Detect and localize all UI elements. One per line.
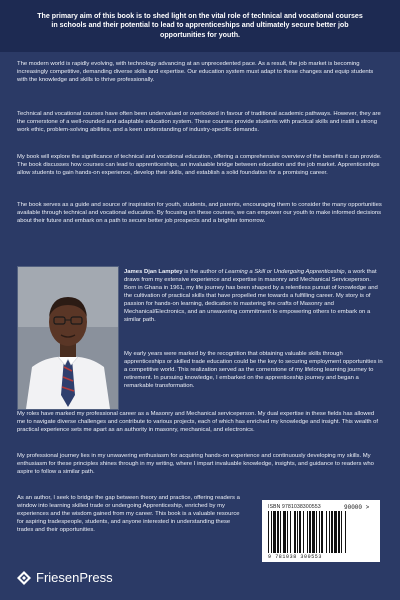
barcode-bar: [277, 511, 279, 553]
barcode-bar: [309, 511, 311, 553]
barcode-bar: [326, 511, 327, 553]
intro-paragraph-1: The modern world is rapidly evolving, with technology advancing at an unprecedented pace. As a result, the job market is becoming increasingly competitive, demanding diverse skills and expertise. Our education system must adapt to these changes and equip students with the knowledge and skills to thrive professionally.: [17, 61, 374, 83]
barcode-bar: [280, 511, 281, 553]
publisher-logo: [17, 570, 113, 585]
barcode-bar: [321, 511, 323, 553]
intro-paragraph-3: My book will explore the significance of technical and vocational education, offering a comprehensive overview of the benefits it can provide. The book discusses how courses can lead to apprenticeships, an invaluable bridge between education and the job market. Apprenticeships allow students to gain hands-on experience, develop their skills, and establish a solid foundation for a promising career.: [17, 154, 382, 176]
author-bio-paragraph-2: My early years were marked by the recognition that obtaining valuable skills through apprenticeships or skilled trade education could be the key to securing employment opportunities in a competitive world. This realization served as the cornerstone of my lifelong learning journey to retirement. In pursuing knowledge, I embarked on the apprenticeship journey and began a remarkable transformation.: [124, 351, 383, 389]
bio1-part-b: , a work that draws from my extensive experience and expertise in masonry and Mechanical Serviceperson. Born in Ghana in 1961, my life journey has been shaped by a relentless pursuit of knowledge and the cultivation of practical skills that have propelled me towards a fulfilling career. My story is of passion for hands-on learning, dedication to mastering the crafts of Masonry and Mechanical/Electronics, and an unwavering commitment to empowering others to embark on a similar path.: [124, 269, 378, 323]
book-title: Learning a Skill or Undergoing Apprenticeship: [224, 269, 345, 275]
barcode-bar: [268, 511, 269, 553]
author-bio-paragraph-3: My roles have marked my professional career as a Masonry and Mechanical serviceperson. My dual expertise in these fields has allowed me to navigate diverse challenges and contribute to various projects, each of which has enriched my knowledge and insight. This wealth of practical experience sets me apart as an authority in masonry, mechanical, and electronics.: [17, 411, 379, 433]
barcode-bar: [338, 511, 340, 553]
header-band: [0, 0, 400, 52]
author-name: James Djan Lamptey: [124, 269, 183, 275]
bio1-part-a: is the author of: [182, 269, 225, 275]
author-bio-paragraph-4: My professional journey lies in my unwavering enthusiasm for acquiring hands-on experience and continuously developing my skills. My enthusiasm for these principles shines through in my writing, where I impart invaluable knowledge, insights, and guidance to readers who aspire to follow a similar path.: [17, 453, 374, 475]
barcode-bar: [341, 511, 342, 553]
barcode-bar: [334, 511, 337, 553]
barcode-bar: [294, 511, 296, 553]
barcode-bar: [287, 511, 288, 553]
barcode-bar: [273, 511, 276, 553]
barcode-bar: [299, 511, 301, 553]
barcode-bar: [312, 511, 315, 553]
isbn-digits: 9 781038 300553: [268, 554, 323, 560]
barcode-bar: [303, 511, 304, 553]
friesenpress-logo-icon: [17, 571, 31, 585]
price-code: 90000 >: [344, 504, 370, 511]
isbn-barcode: [262, 500, 380, 562]
isbn-top-label: ISBN 9781038300553: [268, 504, 321, 510]
barcode-bar: [331, 511, 333, 553]
barcode-bar: [297, 511, 298, 553]
intro-paragraph-2: Technical and vocational courses have often been undervalued or overlooked in favour of traditional academic pathways. However, they are the cornerstone of a well-rounded and adaptable education system. These courses provide students with practical skills and instill a strong work ethic, problem-solving abilities, and a keen understanding of industry-specific demands.: [17, 111, 381, 133]
barcode-bar: [316, 511, 317, 553]
author-bio-paragraph-5: As an author, I seek to bridge the gap between theory and practice, offering readers a window into learning skilled trade or undergoing Apprenticeship, enriched by my experiences and the wisdom gained from my career. This book is a valuable resource for aspiring tradespeople, students, and anyone interested in understanding these trades and their opportunities.: [17, 495, 240, 533]
barcode-bar: [345, 511, 346, 553]
barcode-bars: [268, 511, 374, 553]
author-bio-paragraph-1: [124, 268, 383, 324]
barcode-bar: [329, 511, 330, 553]
barcode-bar: [290, 511, 291, 553]
intro-paragraph-4: The book serves as a guide and source of inspiration for youth, students, and parents, encouraging them to consider the many opportunities available through technical and vocational education. By focusing on these courses, we can empower our youth to make informed decisions about their future and embark on a path to secure better job prospects and a brighter tomorrow.: [17, 202, 382, 224]
barcode-bar: [319, 511, 320, 553]
barcode-bar: [271, 511, 272, 553]
barcode-bar: [307, 511, 308, 553]
barcode-bar: [283, 511, 286, 553]
author-photo: [17, 266, 119, 410]
publisher-name: FriesenPress: [36, 570, 113, 585]
tagline: The primary aim of this book is to shed light on the vital role of technical and vocational courses in schools and their potential to lead to apprenticeships and ultimately secure better job opportunities for youth.: [37, 11, 363, 39]
